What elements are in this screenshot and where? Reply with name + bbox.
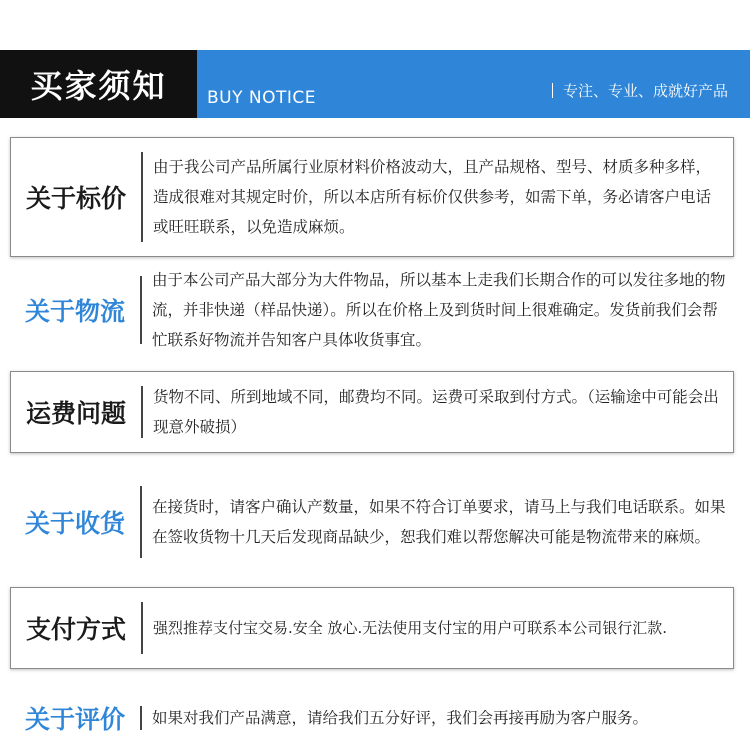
section-text: 由于我公司产品所属行业原材料价格波动大，且产品规格、型号、材质多种多样，造成很难对其规定时价，所以本店所有标价仅供参考，如需下单，务必请客户电话或旺旺联系，以免造成麻烦。 bbox=[153, 158, 712, 236]
section-text: 在接货时，请客户确认产数量，如果不符合订单要求，请马上与我们电话联系。如果在签收货物十几天后发现商品缺少，恕我们难以帮您解决可能是物流带来的麻烦。 bbox=[152, 498, 726, 546]
slogan-text: 专注、专业、成就好产品 bbox=[562, 82, 728, 100]
section-review bbox=[10, 692, 734, 744]
section-divider bbox=[141, 602, 143, 654]
section-receiving bbox=[10, 472, 734, 572]
slogan-divider bbox=[552, 83, 553, 98]
section-pricing bbox=[10, 137, 734, 257]
section-divider bbox=[141, 152, 143, 242]
section-title: 关于物流 bbox=[24, 297, 125, 326]
section-title: 运费问题 bbox=[25, 399, 126, 428]
section-divider bbox=[140, 486, 142, 558]
section-text: 如果对我们产品满意，请给我们五分好评，我们会再接再励为客户服务。 bbox=[152, 709, 649, 727]
page-title: 买家须知 bbox=[30, 67, 167, 105]
header-slogan bbox=[552, 80, 728, 101]
section-title: 支付方式 bbox=[25, 615, 126, 644]
section-text: 由于本公司产品大部分为大件物品，所以基本上走我们长期合作的可以发往多地的物流，并非快递（样品快递）。所以在价格上及到货时间上很难确定。发货前我们会帮忙联系好物流并告知客户具体收货事宜。 bbox=[152, 271, 726, 349]
section-title: 关于评价 bbox=[24, 705, 125, 734]
header-subtitle: BUY NOTICE bbox=[207, 88, 317, 108]
section-text: 货物不同、所到地域不同，邮费均不同。运费可采取到付方式。（运输途中可能会出现意外破损） bbox=[153, 388, 719, 436]
section-title: 关于标价 bbox=[25, 184, 126, 213]
header-banner bbox=[0, 50, 750, 118]
header-title-block bbox=[0, 50, 197, 118]
section-title: 关于收货 bbox=[24, 509, 125, 538]
section-divider bbox=[140, 706, 142, 730]
section-logistics bbox=[10, 262, 734, 358]
section-divider bbox=[140, 276, 142, 344]
section-payment bbox=[10, 587, 734, 669]
section-shipping-fee bbox=[10, 371, 734, 453]
section-divider bbox=[141, 386, 143, 438]
section-text: 强烈推荐支付宝交易.安全 放心.无法使用支付宝的用户可联系本公司银行汇款. bbox=[153, 619, 668, 637]
header-blue-block bbox=[197, 50, 750, 118]
